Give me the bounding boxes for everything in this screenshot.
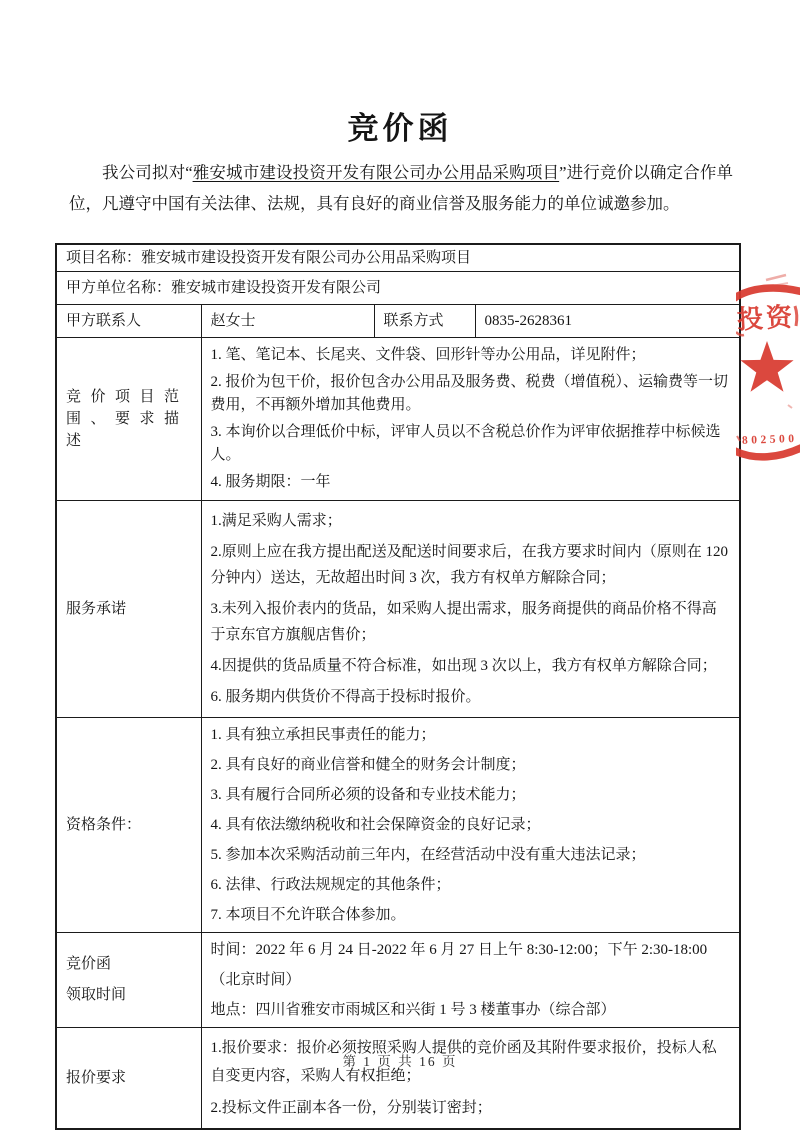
scope-content-cell [201,338,740,501]
qualification-row [56,718,740,933]
service-item: 2.原则上应在我方提出配送及配送时间要求后，在我方要求时间内（原则在 120 分钟内）送达，无故超出时间 3 次，我方有权单方解除合同； [210,544,729,586]
qualification-item: 6. 法律、行政法规规定的其他条件； [210,877,451,893]
scope-row [56,338,740,501]
contact-label-cell: 甲方联系人 [56,305,201,338]
pickup-place-item: 地点：四川省雅安市雨城区和兴街 1 号 3 楼董事办（综合部） [210,1002,616,1018]
qualification-item: 3. 具有履行合同所必须的设备和专业技术能力； [210,787,526,803]
service-label-cell: 服务承诺 [56,501,201,718]
qualification-item: 5. 参加本次采购活动前三年内，在经营活动中没有重大违法记录； [210,847,646,863]
scope-item: 3. 本询价以合理低价中标，评审人员以不含税总价作为评审依据推荐中标候选人。 [210,424,721,463]
party-a-row [56,272,740,305]
quote-requirement-row [56,1028,740,1130]
seal-cut-char-stroke [795,306,797,326]
star-icon [740,341,793,392]
page-number: 第 1 页 共 16 页 [342,1054,458,1069]
scope-item: 1. 笔、笔记本、长尾夹、文件袋、回形针等办公用品，详见附件； [210,347,646,363]
pickup-content-cell [201,933,740,1028]
service-content-cell [201,501,740,718]
project-name-underlined: 雅安城市建设投资开发有限公司办公用品采购项目 [192,163,560,182]
scope-label-cell: 竞价项目范围、要求描述 [56,338,201,501]
qualification-item: 1. 具有独立承担民事责任的能力； [210,727,436,743]
service-item: 6. 服务期内供货价不得高于投标时报价。 [210,689,481,705]
scope-item: 4. 服务期限：一年 [210,474,331,490]
seal-faint-mark [766,275,786,280]
seal-top-rim [736,288,800,299]
page-title: 竞价函 [347,111,453,146]
pickup-label-line1: 竞价函 [66,956,112,972]
quote-item: 2.投标文件正副本各一份，分别装订密封； [210,1100,492,1116]
seal-faint-mark [772,283,788,286]
qualification-item: 4. 具有依法缴纳税收和社会保障资金的良好记录； [210,817,541,833]
service-item: 3.未列入报价表内的货品，如采购人提出需求，服务商提供的商品价格不得高于京东官方旗舰店售价； [210,601,717,643]
qualification-item: 2. 具有良好的商业信誉和健全的财务会计制度； [210,757,526,773]
service-item: 1.满足采购人需求； [210,513,342,529]
contact-row [56,305,740,338]
party-a-name-cell: 甲方单位名称：雅安城市建设投资开发有限公司 [56,272,740,305]
contact-name-cell: 赵女士 [201,305,374,338]
intro-text-after: ”进行竞价以确定合作单位，凡遵守中国有关法律、法规，具有良好的商业信誉及服务能力的单位诚邀参加。 [69,163,734,213]
quote-label-cell: 报价要求 [56,1028,201,1130]
official-seal-stamp-icon [736,266,800,466]
intro-paragraph [69,157,733,219]
pickup-label-cell [56,933,201,1028]
seal-characters: 投资 [736,302,796,335]
qualification-content-cell [201,718,740,933]
service-commitment-row [56,501,740,718]
seal-serial-number: 802500 [741,432,798,447]
seal-bottom-rim [736,447,800,457]
scope-item: 2. 报价为包干价，报价包含办公用品及服务费、税费（增值税）、运输费等一切费用，不再额外增加其他费用。 [210,374,729,413]
pickup-time-row [56,933,740,1028]
service-item: 4.因提供的货品质量不符合标准，如出现 3 次以上，我方有权单方解除合同； [210,658,717,674]
pickup-time-item: 时间：2022 年 6 月 24 日-2022 年 6 月 27 日上午 8:30-12:00；下午 2:30-18:00（北京时间） [210,942,708,988]
contact-method-label-cell: 联系方式 [374,305,475,338]
intro-text-before: 我公司拟对“ [102,163,193,182]
seal-faint-speck [788,405,792,408]
quote-content-cell [201,1028,740,1130]
project-name-row [56,244,740,272]
qualification-label-cell: 资格条件： [56,718,201,933]
qualification-item: 7. 本项目不允许联合体参加。 [210,907,406,923]
bid-info-table [55,243,741,1130]
pickup-label-line2: 领取时间 [66,987,127,1003]
project-name-cell: 项目名称：雅安城市建设投资开发有限公司办公用品采购项目 [56,244,740,272]
quote-item: 1.报价要求：报价必须按照采购人提供的竞价函及其附件要求报价，投标人私自变更内容，采购人有权拒绝； [210,1040,717,1084]
contact-phone-cell: 0835-2628361 [475,305,740,338]
